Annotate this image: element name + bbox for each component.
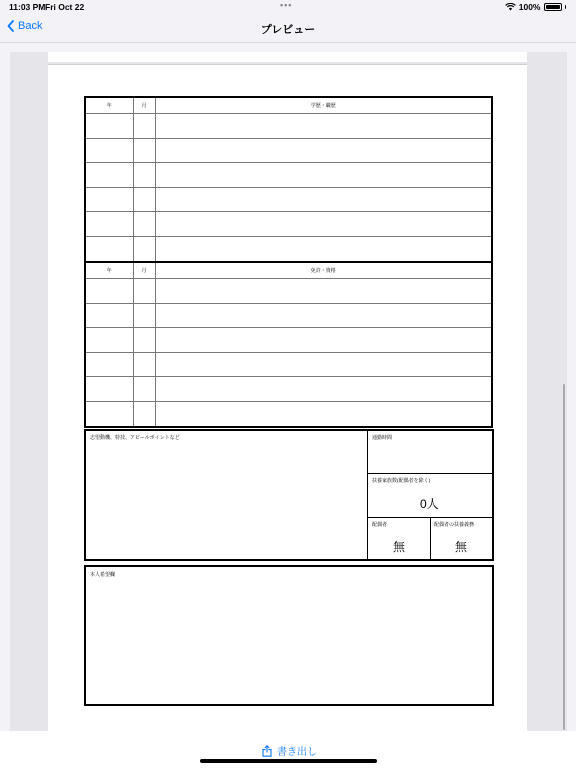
personal-request-section	[84, 565, 494, 706]
resume-page	[48, 64, 527, 731]
battery-percent: 100%	[518, 2, 541, 12]
education-header: 学歴・職歴	[155, 97, 492, 114]
previous-page-bottom	[48, 52, 527, 62]
back-label: Back	[18, 20, 43, 32]
license-header: 免許・資格	[155, 262, 492, 279]
spouse-support-value: 無	[455, 540, 468, 554]
content-cell	[155, 328, 492, 353]
month-cell	[133, 377, 155, 402]
month-cell	[133, 114, 155, 139]
request-label: 本人希望欄	[90, 573, 116, 578]
content-cell	[155, 138, 492, 163]
year-cell	[85, 303, 133, 328]
month-cell	[133, 401, 155, 426]
table-row	[85, 401, 492, 426]
table-row	[85, 279, 492, 304]
content-cell	[155, 401, 492, 426]
motivation-section	[84, 429, 494, 561]
year-cell	[85, 401, 133, 426]
status-right	[505, 2, 566, 12]
commute-label: 通勤時間	[372, 436, 393, 441]
month-cell	[133, 328, 155, 353]
month-cell	[133, 212, 155, 237]
dependents-label: 扶養家族数(配偶者を除く)	[372, 479, 431, 484]
year-cell	[85, 377, 133, 402]
status-bar	[0, 0, 576, 14]
spouse-label: 配偶者	[372, 523, 388, 528]
year-cell	[85, 328, 133, 353]
table-row	[85, 236, 492, 261]
divider	[368, 473, 492, 474]
year-cell	[85, 352, 133, 377]
month-header: 月	[133, 97, 155, 114]
content-cell	[155, 236, 492, 261]
table-row	[85, 303, 492, 328]
month-cell	[133, 303, 155, 328]
month-cell	[133, 352, 155, 377]
share-icon	[262, 745, 272, 757]
vertical-scrollbar[interactable]	[563, 384, 565, 730]
year-cell	[85, 163, 133, 188]
content-cell	[155, 303, 492, 328]
table-row	[85, 352, 492, 377]
month-header: 月	[133, 262, 155, 279]
year-cell	[85, 114, 133, 139]
year-cell	[85, 236, 133, 261]
month-cell	[133, 163, 155, 188]
wifi-icon	[505, 3, 516, 11]
content-cell	[155, 377, 492, 402]
year-cell	[85, 138, 133, 163]
month-cell	[133, 187, 155, 212]
education-table	[84, 96, 493, 263]
content-cell	[155, 163, 492, 188]
table-row	[85, 377, 492, 402]
table-header-row	[85, 262, 492, 279]
year-header: 年	[85, 97, 133, 114]
license-table	[84, 261, 493, 428]
table-row	[85, 328, 492, 353]
table-header-row	[85, 97, 492, 114]
motivation-label: 志望動機、特技、アピールポイントなど	[90, 436, 180, 441]
content-cell	[155, 352, 492, 377]
table-row	[85, 187, 492, 212]
year-header: 年	[85, 262, 133, 279]
status-date: Fri Oct 22	[45, 2, 85, 12]
status-time: 11:03 PM	[9, 2, 46, 12]
table-row	[85, 114, 492, 139]
divider	[430, 517, 431, 559]
home-indicator	[200, 759, 377, 763]
page-title: プレビュー	[260, 24, 316, 36]
table-row	[85, 163, 492, 188]
table-row	[85, 138, 492, 163]
export-button[interactable]	[262, 743, 317, 758]
month-cell	[133, 279, 155, 304]
spouse-support-label: 配偶者の扶養義務	[434, 523, 475, 528]
divider	[367, 431, 368, 559]
content-cell	[155, 212, 492, 237]
year-cell	[85, 212, 133, 237]
preview-scroll-area[interactable]	[10, 52, 567, 731]
navigation-bar	[0, 14, 576, 43]
battery-icon	[544, 3, 562, 11]
year-cell	[85, 187, 133, 212]
content-cell	[155, 114, 492, 139]
table-row	[85, 212, 492, 237]
battery-cap	[565, 5, 567, 9]
content-cell	[155, 187, 492, 212]
spouse-value: 無	[393, 540, 406, 554]
month-cell	[133, 138, 155, 163]
dependents-value: 0人	[420, 497, 439, 511]
month-cell	[133, 236, 155, 261]
multitasking-dots-icon[interactable]: •••	[280, 0, 293, 10]
year-cell	[85, 279, 133, 304]
content-cell	[155, 279, 492, 304]
export-label: 書き出し	[277, 747, 317, 758]
